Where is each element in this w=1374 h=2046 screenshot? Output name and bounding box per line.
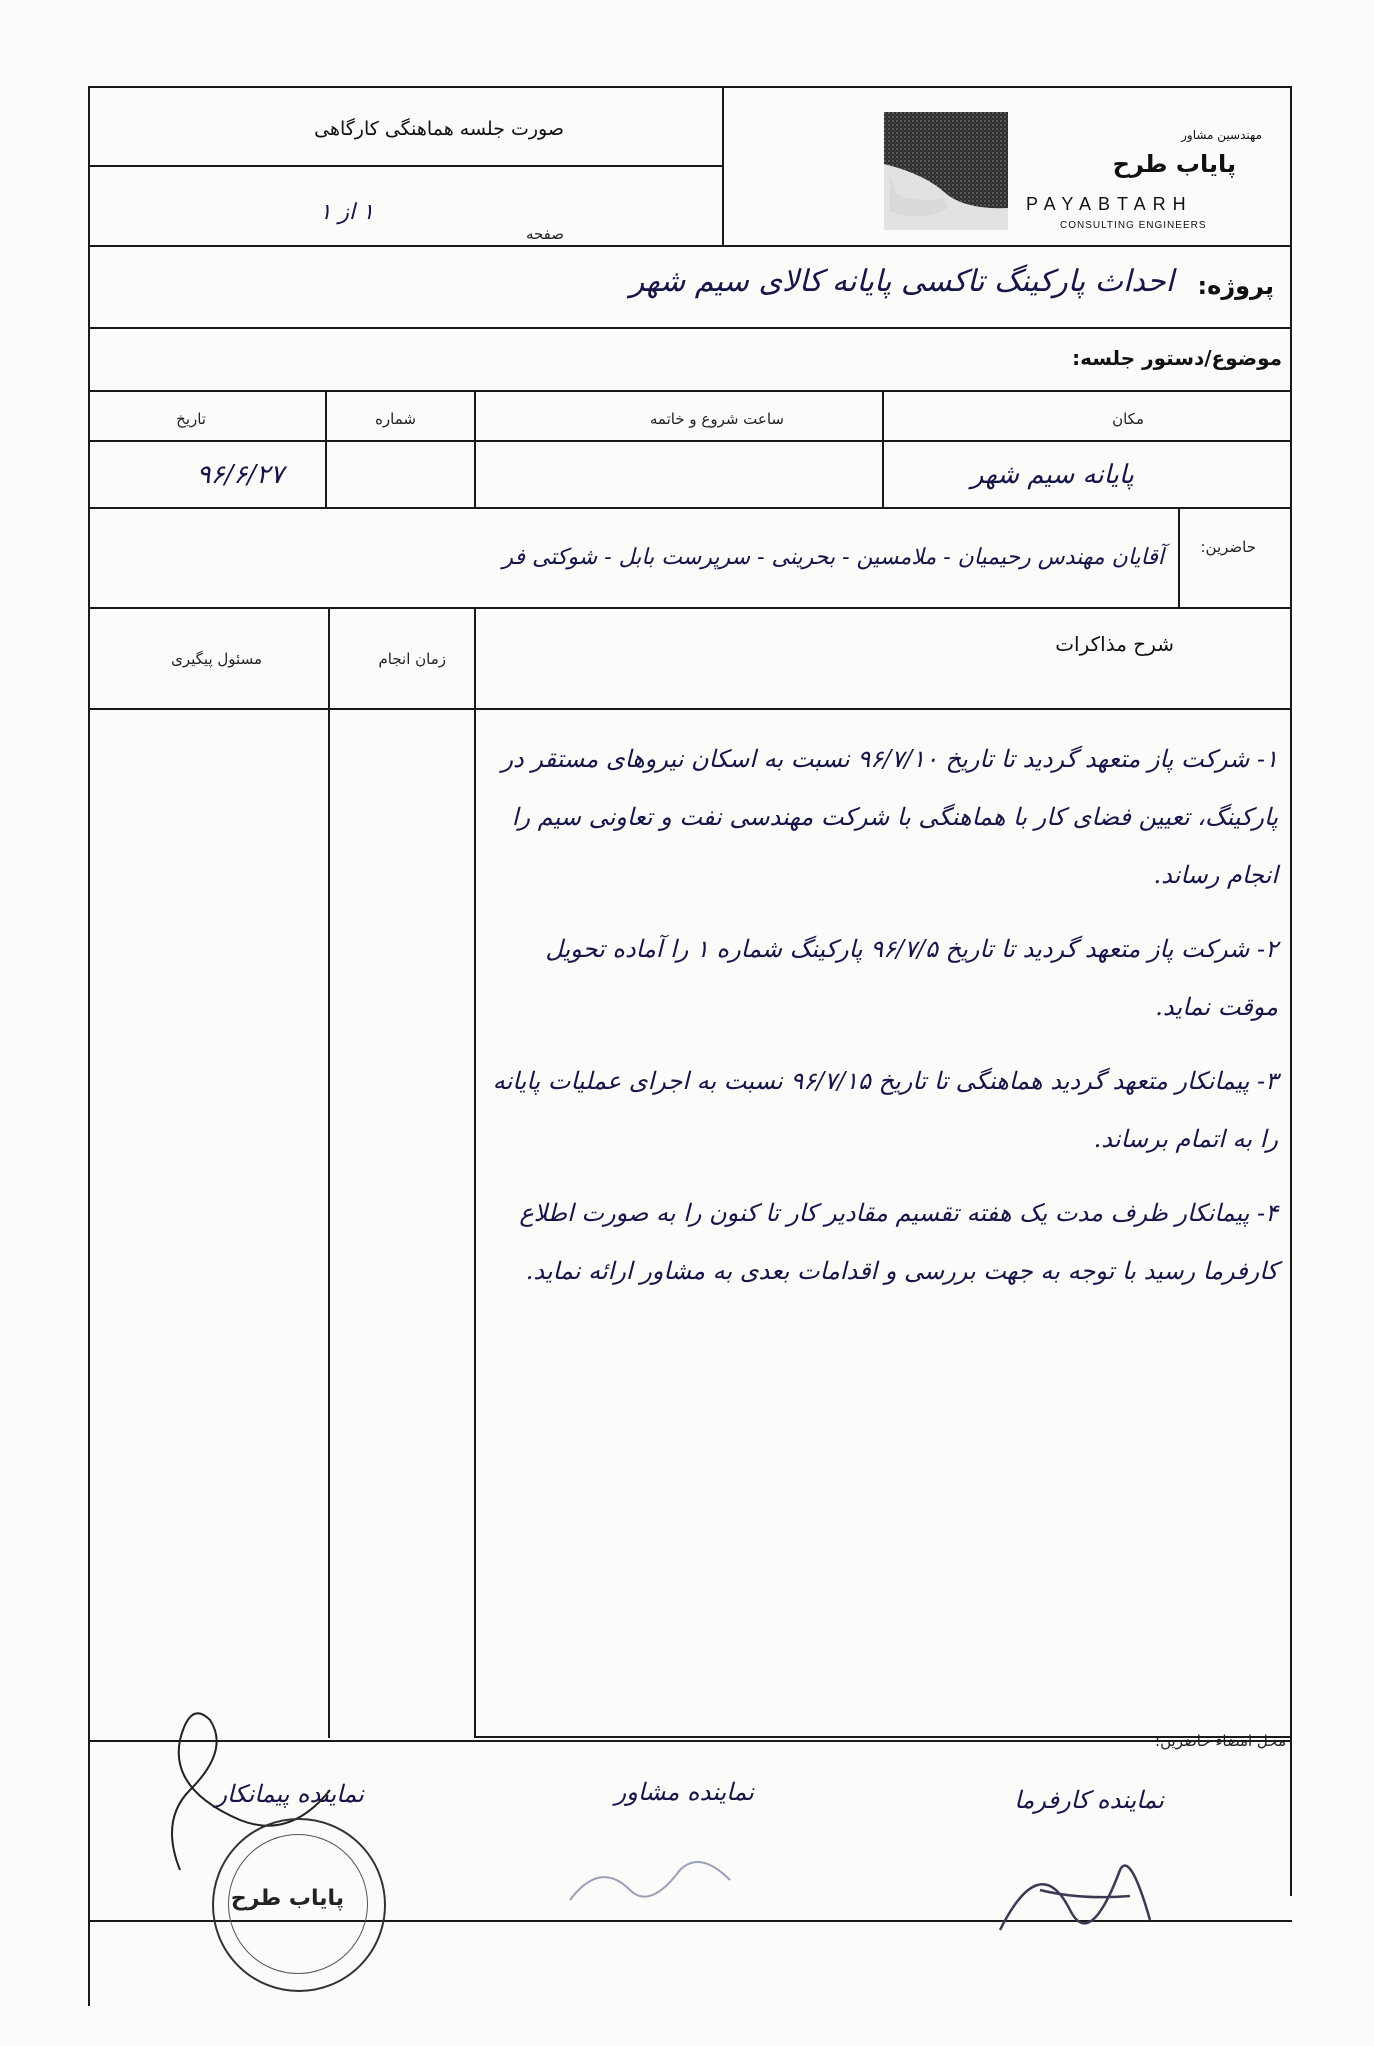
attendees-value: آقایان مهندس رحیمیان - ملامسین - بحرینی - سرپرست بابل - شوکتی فر bbox=[502, 545, 1164, 570]
project-label: پروژه: bbox=[1197, 272, 1274, 300]
minutes-item-4: ۴- پیمانکار ظرف مدت یک هفته تقسیم مقادیر کار تا کنون را به صورت اطلاع کارفرما رسید با توجه به جهت بررسی و اقدامات بعدی به مشاور ارائه نماید. bbox=[519, 1199, 1278, 1285]
company-prefix: مهندسین مشاور bbox=[1181, 128, 1262, 142]
employer-signature-label: نماینده کارفرما bbox=[1014, 1786, 1164, 1814]
number-header: شماره bbox=[375, 410, 416, 428]
attendees-label: حاضرین: bbox=[1200, 538, 1256, 556]
minutes-item-2: ۲- شرکت پاز متعهد گردید تا تاریخ ۹۶/۷/۵ پارکینگ شماره ۱ را آماده تحویل موقت نماید. bbox=[545, 935, 1278, 1021]
date-value: ۹۶/۶/۲۷ bbox=[196, 460, 284, 490]
company-name-fa: پایاب طرح bbox=[1112, 150, 1236, 178]
minutes-item-3: ۳- پیمانکار متعهد گردید هماهنگی تا تاریخ ۹۶/۷/۱۵ نسبت به اجرای عملیات پایانه را به اتمام برساند. bbox=[492, 1067, 1278, 1153]
consultant-signature-label: نماینده مشاور bbox=[614, 1778, 754, 1806]
start-end-time-header: ساعت شروع و خاتمه bbox=[649, 410, 784, 428]
signatures-label: محل امضاء حاضرین: bbox=[1155, 1732, 1286, 1750]
responsible-header: مسئول پیگیری bbox=[171, 650, 262, 668]
page-value: ۱ از ۱ bbox=[319, 200, 374, 225]
stamp-text: پایاب طرح bbox=[230, 1886, 344, 1911]
consultant-signature bbox=[560, 1840, 740, 1920]
subject-label: موضوع/دستور جلسه: bbox=[1072, 346, 1282, 370]
company-stamp bbox=[212, 1818, 386, 1992]
date-header: تاریخ bbox=[176, 410, 206, 428]
place-value: پایانه سیم شهر bbox=[970, 460, 1134, 490]
place-header: مکان bbox=[1112, 410, 1144, 428]
employer-signature bbox=[980, 1830, 1180, 1970]
company-name-en: PAYABTARH bbox=[1026, 194, 1193, 214]
minutes-item-1: ۱- شرکت پاز متعهد گردید تا تاریخ ۹۶/۷/۱۰ نسبت به اسکان نیروهای مستقر در پارکینگ، تعیین فضای کار با هماهنگی با شرکت مهندسی نفت و تعاونی سیم را انجام رساند. bbox=[501, 745, 1278, 889]
minutes-list bbox=[478, 730, 1278, 1300]
page-label: صفحه bbox=[525, 225, 564, 243]
company-logo bbox=[884, 112, 1008, 230]
project-value: احداث پارکینگ تاکسی پایانه کالای سیم شهر bbox=[629, 264, 1174, 299]
minutes-description-header: شرح مذاکرات bbox=[1055, 632, 1174, 656]
form-title: صورت جلسه هماهنگی کارگاهی bbox=[314, 118, 564, 140]
company-tagline: CONSULTING ENGINEERS bbox=[1060, 220, 1207, 231]
company-logo-icon bbox=[884, 112, 1008, 230]
contractor-signature-label: نماینده پیمانکار bbox=[215, 1780, 364, 1808]
deadline-header: زمان انجام bbox=[378, 650, 446, 668]
